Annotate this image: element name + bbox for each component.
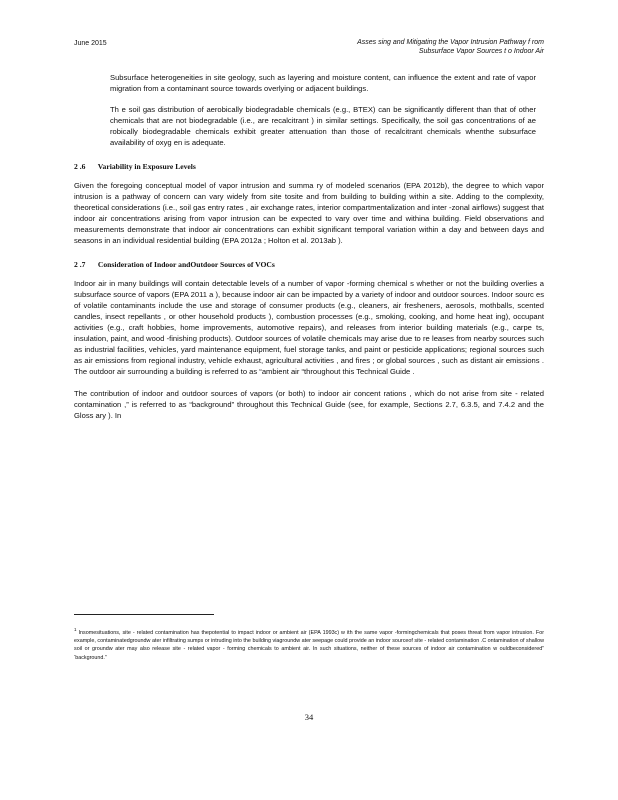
section-2-6-paragraph: Given the foregoing conceptual model of vapor intrusion and summa ry of modeled scenarios (EPA 2012b), the degree to which vapor intrusion is a pathway of concern can vary widely from site tosite and from building to building within a site. Adding to the complexity, theoretical considerations (i.e., soil gas entry rates , air exchange rates, interior compartmentalization and inter -zonal airflows) suggest that indoor air concentrations arising from vapor intrusion can be expected to vary over time and withina building. Field observations and measurements demonstrate that indoor air concentrations can exhibit significant temporal variation within a day and between days and seasons in an individual residential building (EPA 2012a ; Holton et al. 2013ab ).: [74, 181, 544, 245]
section-title: Consideration of Indoor andOutdoor Sources of VOCs: [97, 260, 275, 269]
header-title-line2: Subsurface Vapor Sources t o Indoor Air: [418, 48, 544, 55]
footnote-divider: [74, 614, 214, 615]
header-date: June 2015: [74, 40, 107, 47]
bullet-item: [74, 104, 544, 148]
bullet-mark: [74, 72, 110, 94]
section-number: 2 .7: [74, 260, 86, 269]
footnote: [74, 626, 544, 662]
section-heading-2-6: [74, 161, 544, 172]
section-heading-2-7: [74, 259, 544, 270]
header-title-line1: Asses sing and Mitigating the Vapor Intrusion Pathway f rom: [357, 39, 544, 46]
footnote-text: Insomesituations, site - related contamination has thepotential to impact indoor or ambient air (EPA 1993c) w ith the same vapor -formingchemicals that poses threat from vapor intrusion. For example, contaminatedgroundw ater infiltrating sumps or intruding into the building viagroundw ater seepage could provide an indoor sourceof site - related contamination .C ontamination of shallow soil or groundw ater may also release site - related vapor - forming chemicals to ambient air. In such situations, neither of these sources of indoor air contamination w ouldbeconsidered” ‘background.”: [74, 629, 545, 661]
footnote-marker: 1: [74, 627, 77, 632]
bullet-mark: [74, 104, 110, 148]
section-2-7-paragraph-1: Indoor air in many buildings will contain detectable levels of a number of vapor -forming chemical s whether or not the building overlies a subsurface source of vapors (EPA 2011 a ), because indoor air can be impacted by a variety of indoor and outdoor sources. Indoor sourc es of volatile contaminants include the use and storage of consumer products (e.g., cleaners, air fresheners, aerosols, mothballs, scented candles, insect repellants , or other household products ), combustion processes (e.g., smoking, cooking, and home heat ing), occupant activities (e.g., craft hobbies, home improvements, automotive repairs), and releases from interior building materials (e.g., carpe ts, insulation, paint, and wood -finishing products). Outdoor sources of volatile chemicals may arise due to re leases from nearby sources such as industrial facilities, vehicles, yard maintenance equipment, fuel storage tanks, and paint or pesticide applications; regional sources such as air emissions from regional industry, vehicle exhaust, agricultural activities , and fires ; or global sources , such as distant air emissions . The outdoor air surrounding a building is referred to as “ambient air “throughout this Technical Guide .: [74, 279, 544, 376]
bullet-text: Subsurface heterogeneities in site geology, such as layering and moisture content, can influence the extent and rate of vapor migration from a contaminant source towards overlying or adjacent buildings.: [110, 73, 536, 93]
main-content: [74, 72, 544, 432]
section-number: 2 .6: [74, 162, 86, 171]
bullet-text: Th e soil gas distribution of aerobically biodegradable chemicals (e.g., BTEX) can be significantly different than that of other chemicals that are not biodegradable (i.e., are recalcitrant ) in similar settings. Specifically, the soil gas concentrations of ae robically biodegradable chemicals exhibit greater attenuation than those of recalcitrant chemicals whenthe subsurface availability of oxyg en is adequate.: [110, 105, 536, 147]
page-number: 34: [304, 712, 314, 722]
section-2-7-paragraph-2: The contribution of indoor and outdoor sources of vapors (or both) to indoor air concent rations , which do not arise from site - related contamination ,” is referred to as “background” throughout this Technical Guide (see, for example, Sections 2.7, 6.3.5, and 7.4.2 and the Gloss ary ). In: [74, 389, 544, 420]
section-title: Variability in Exposure Levels: [97, 162, 196, 171]
header-title: [357, 38, 544, 56]
bullet-item: [74, 72, 544, 94]
